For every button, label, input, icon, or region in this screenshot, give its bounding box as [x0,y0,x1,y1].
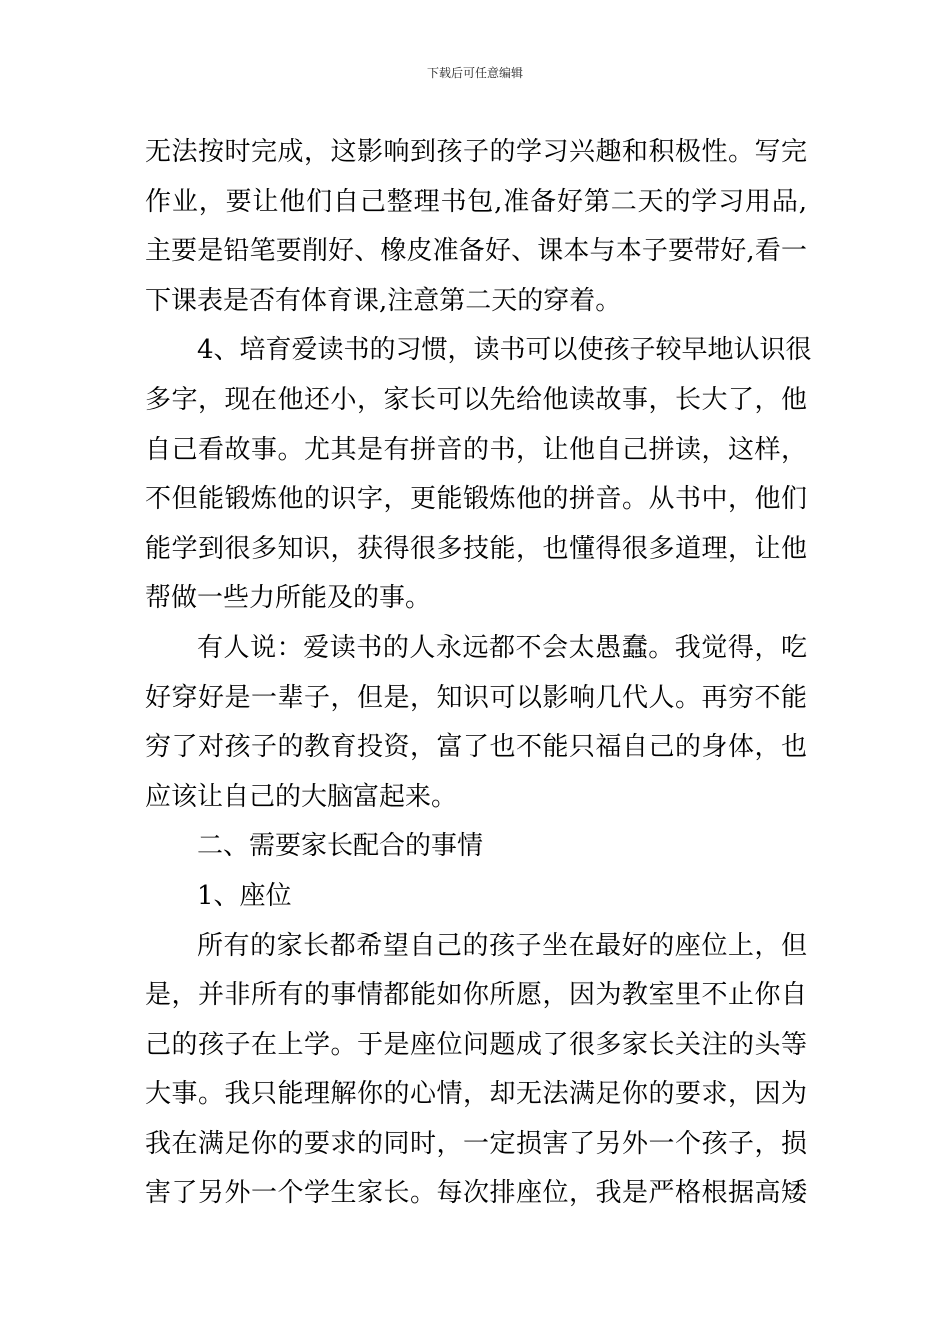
text-line: 所有的家长都希望自己的孩子坐在最好的座位上，但 [197,930,807,961]
text-line: 主要是铅笔要削好、橡皮准备好、课本与本子要带好,看一 [145,236,807,267]
text-line: 自己看故事。尤其是有拼音的书，让他自己拼读，这样， [145,434,807,465]
text-line: 无法按时完成，这影响到孩子的学习兴趣和积极性。写完 [145,137,807,167]
text-line: 1、座位 [197,880,292,911]
text-line: 4、培育爱读书的习惯，读书可以使孩子较早地认识很 [197,335,812,366]
text-line: 下课表是否有体育课,注意第二天的穿着。 [145,285,622,316]
text-line: 穷了对孩子的教育投资，富了也不能只福自己的身体，也 [145,732,807,763]
text-line: 是，并非所有的事情都能如你所愿，因为教室里不止你自 [145,980,807,1011]
text-line: 不但能锻炼他的识字，更能锻炼他的拼音。从书中，他们 [145,484,807,515]
text-line: 能学到很多知识，获得很多技能，也懂得很多道理，让他 [145,533,807,564]
text-line: 二、需要家长配合的事情 [197,831,484,862]
text-line: 作业，要让他们自己整理书包,准备好第二天的学习用品, [145,186,807,217]
text-line: 好穿好是一辈子，但是，知识可以影响几代人。再穷不能 [145,682,807,713]
text-line: 我在满足你的要求的同时，一定损害了另外一个孩子，损 [145,1128,807,1159]
page-header: 下载后可任意编辑 [426,66,523,80]
text-line: 有人说：爱读书的人永远都不会太愚蠢。我觉得，吃 [197,632,807,663]
text-line: 害了另外一个学生家长。每次排座位，我是严格根据高矮 [145,1178,807,1209]
text-line: 己的孩子在上学。于是座位问题成了很多家长关注的头等 [145,1029,807,1060]
text-line: 应该让自己的大脑富起来。 [145,781,458,812]
text-line: 多字，现在他还小，家长可以先给他读故事，长大了，他 [145,384,807,415]
text-line: 大事。我只能理解你的心情，却无法满足你的要求，因为 [145,1079,807,1110]
body-text [145,128,812,1219]
text-line: 帮做一些力所能及的事。 [145,583,432,614]
